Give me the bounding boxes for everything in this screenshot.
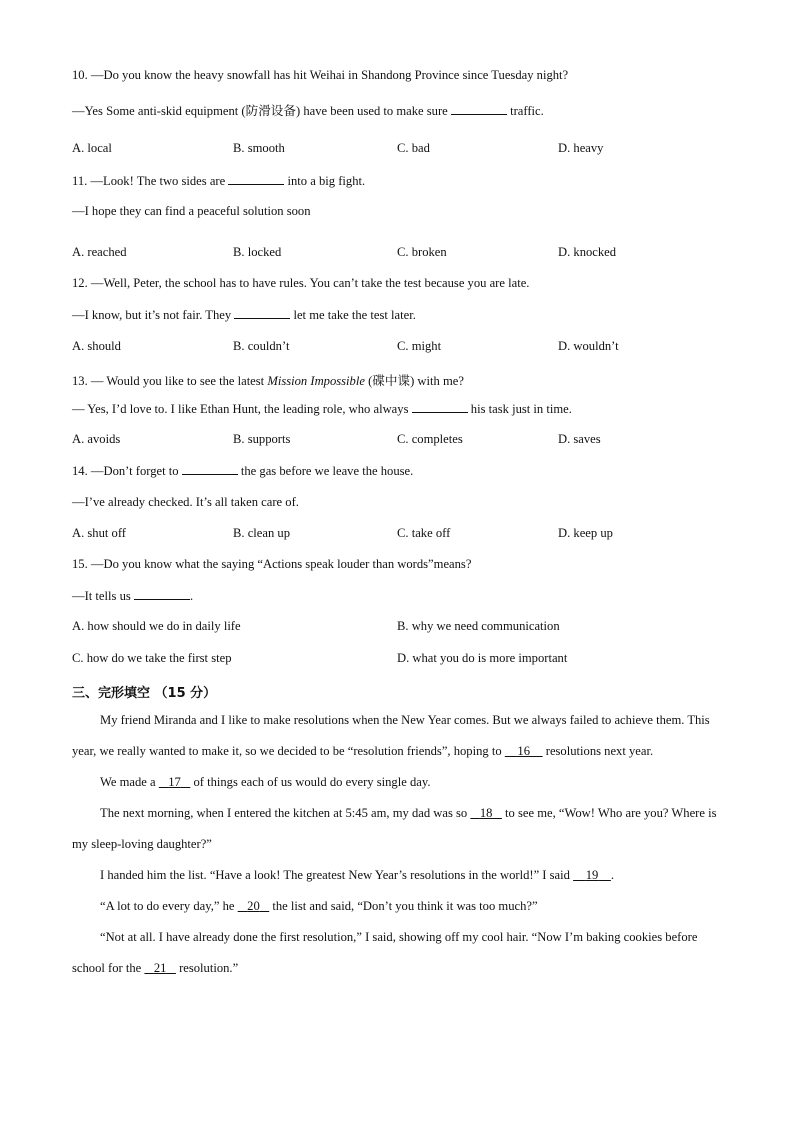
stem-text: the gas before we leave the house. bbox=[240, 464, 414, 478]
paragraph-5 bbox=[72, 891, 732, 922]
stem-text: (碟中谍) with me? bbox=[368, 374, 464, 388]
answer-blank bbox=[412, 401, 468, 413]
passage-text: of things each of us would do every single day. bbox=[193, 775, 431, 789]
option-c: C. how do we take the first step bbox=[72, 651, 232, 665]
movie-title: Mission Impossible bbox=[267, 374, 365, 388]
question-15-options-row2 bbox=[72, 651, 732, 669]
blank-17 bbox=[159, 775, 191, 789]
passage-text: My friend Miranda and I like to make resolutions when the New Year comes. But we always failed to achieve them. This year, we really wanted to make it, so we decided to be “resolution friends”, hoping to bbox=[72, 713, 710, 758]
option-c: C. might bbox=[397, 339, 442, 353]
reply-text: his task just in time. bbox=[470, 402, 572, 416]
question-12-reply bbox=[72, 307, 416, 323]
option-a: A. should bbox=[72, 339, 121, 353]
paragraph-6 bbox=[72, 922, 732, 984]
question-15-reply bbox=[72, 588, 193, 604]
cloze-passage bbox=[72, 705, 732, 984]
question-15-stem: 15. —Do you know what the saying “Actions speak louder than words”means? bbox=[72, 557, 472, 571]
answer-blank bbox=[234, 307, 290, 319]
option-d: D. knocked bbox=[558, 245, 617, 259]
option-d: D. saves bbox=[558, 432, 601, 446]
reply-text: —Yes Some anti-skid equipment (防滑设备) have been used to make sure bbox=[72, 104, 448, 118]
reply-text: . bbox=[189, 589, 194, 603]
paragraph-4 bbox=[72, 860, 732, 891]
question-12-stem: 12. —Well, Peter, the school has to have rules. You can’t take the test because you are late. bbox=[72, 276, 530, 290]
question-10-stem: 10. —Do you know the heavy snowfall has hit Weihai in Shandong Province since Tuesday night? bbox=[72, 68, 569, 82]
blank-18 bbox=[470, 806, 502, 820]
stem-text: 11. —Look! The two sides are bbox=[72, 174, 226, 188]
reply-text: —I know, but it’s not fair. They bbox=[72, 308, 232, 322]
blank-19 bbox=[573, 868, 611, 882]
blank-number: 20 bbox=[247, 899, 260, 913]
question-14-stem bbox=[72, 463, 413, 479]
blank-number: 18 bbox=[479, 806, 493, 820]
question-13-reply bbox=[72, 401, 572, 417]
question-10-reply bbox=[72, 100, 544, 119]
answer-blank bbox=[451, 103, 507, 115]
blank-number: 21 bbox=[153, 961, 167, 975]
answer-blank bbox=[228, 173, 284, 185]
reply-text: traffic. bbox=[510, 104, 544, 118]
answer-blank bbox=[134, 588, 190, 600]
passage-text: the list and said, “Don’t you think it was too much?” bbox=[272, 899, 538, 913]
blank-number: 19 bbox=[585, 868, 599, 882]
passage-text: “A lot to do every day,” he bbox=[100, 899, 235, 913]
reply-text: let me take the test later. bbox=[293, 308, 416, 322]
option-c: C. bad bbox=[397, 141, 430, 155]
option-a: A. reached bbox=[72, 245, 127, 259]
option-d: D. what you do is more important bbox=[397, 651, 568, 665]
passage-text: . bbox=[610, 868, 615, 882]
option-c: C. completes bbox=[397, 432, 463, 446]
question-13-stem bbox=[72, 370, 464, 389]
option-c: C. take off bbox=[397, 526, 451, 540]
option-b: B. locked bbox=[233, 245, 282, 259]
passage-text: resolution.” bbox=[179, 961, 239, 975]
question-13-options bbox=[72, 432, 732, 450]
question-14-reply: —I’ve already checked. It’s all taken care of. bbox=[72, 495, 299, 509]
option-c: C. broken bbox=[397, 245, 447, 259]
option-d: D. wouldn’t bbox=[558, 339, 619, 353]
blank-21 bbox=[144, 961, 176, 975]
passage-text: I handed him the list. “Have a look! The greatest New Year’s resolutions in the world!” I said bbox=[100, 868, 570, 882]
blank-20 bbox=[238, 899, 270, 913]
option-b: B. couldn’t bbox=[233, 339, 290, 353]
question-11-reply: —I hope they can find a peaceful solution soon bbox=[72, 204, 311, 218]
option-a: A. local bbox=[72, 141, 112, 155]
passage-text: We made a bbox=[100, 775, 156, 789]
option-b: B. clean up bbox=[233, 526, 291, 540]
passage-text: “Not at all. I have already done the first resolution,” I said, showing off my cool hair. “Now I’m baking cookies before school for the bbox=[72, 930, 698, 975]
question-12-options bbox=[72, 339, 732, 357]
stem-text: 14. —Don’t forget to bbox=[72, 464, 179, 478]
stem-text: 13. — Would you like to see the latest bbox=[72, 374, 265, 388]
question-11-stem bbox=[72, 173, 365, 189]
option-d: D. keep up bbox=[558, 526, 613, 540]
passage-text: The next morning, when I entered the kitchen at 5:45 am, my dad was so bbox=[100, 806, 468, 820]
passage-text: to see me, “Wow! Who are you? Where is my sleep-loving daughter?” bbox=[72, 806, 717, 851]
option-a: A. avoids bbox=[72, 432, 121, 446]
blank-number: 16 bbox=[517, 744, 530, 758]
paragraph-2 bbox=[72, 767, 732, 798]
option-b: B. supports bbox=[233, 432, 291, 446]
option-b: B. why we need communication bbox=[397, 619, 560, 633]
paragraph-1 bbox=[72, 705, 732, 767]
option-d: D. heavy bbox=[558, 141, 604, 155]
blank-16 bbox=[505, 744, 543, 758]
passage-text: resolutions next year. bbox=[545, 744, 654, 758]
option-b: B. smooth bbox=[233, 141, 285, 155]
reply-text: — Yes, I’d love to. I like Ethan Hunt, the leading role, who always bbox=[72, 402, 409, 416]
question-15-options-row1 bbox=[72, 619, 732, 637]
stem-text: into a big fight. bbox=[287, 174, 366, 188]
option-a: A. shut off bbox=[72, 526, 126, 540]
section-heading: 三、完形填空 （15 分） bbox=[72, 686, 217, 701]
question-11-options bbox=[72, 245, 732, 263]
question-14-options bbox=[72, 526, 732, 544]
question-10-options bbox=[72, 141, 732, 159]
reply-text: —It tells us bbox=[72, 589, 131, 603]
paragraph-3 bbox=[72, 798, 732, 860]
blank-number: 17 bbox=[168, 775, 181, 789]
option-a: A. how should we do in daily life bbox=[72, 619, 241, 633]
answer-blank bbox=[182, 463, 238, 475]
